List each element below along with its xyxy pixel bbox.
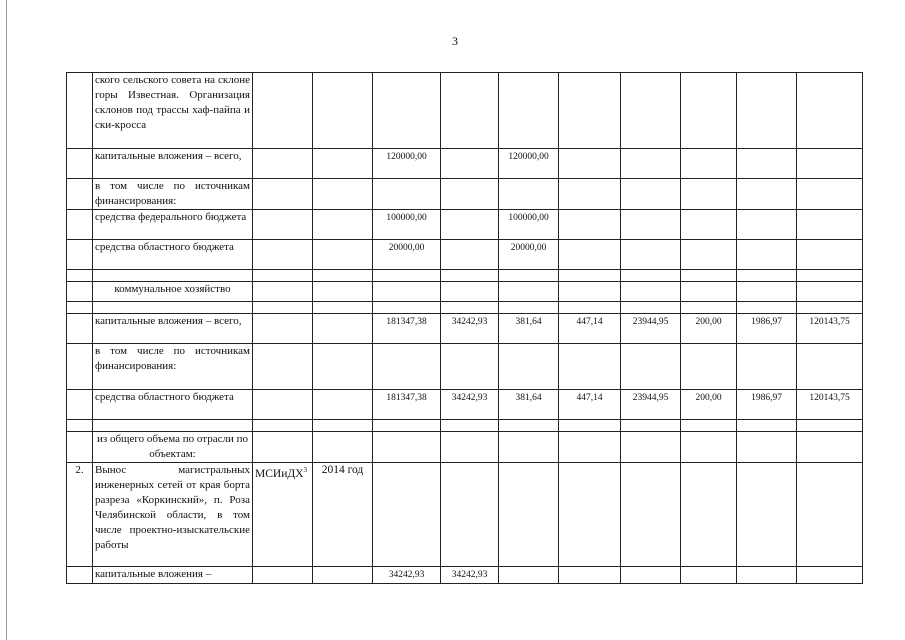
amount-cell (737, 240, 797, 270)
row-number-cell: 2. (67, 463, 93, 567)
amount-cell (441, 344, 499, 390)
executor-cell (253, 463, 313, 567)
row-number-cell (67, 73, 93, 149)
amount-cell (499, 282, 559, 302)
period-cell (313, 179, 373, 210)
amount-cell (559, 149, 621, 179)
amount-cell (797, 302, 863, 314)
amount-cell (441, 463, 499, 567)
description-cell: из общего объема по отрасли по объектам: (93, 432, 253, 463)
executor-text: МСИиДХ (255, 467, 304, 480)
amount-cell (797, 420, 863, 432)
amount-cell: 120000,00 (499, 149, 559, 179)
amount-cell (681, 240, 737, 270)
amount-cell (681, 420, 737, 432)
amount-cell: 100000,00 (499, 210, 559, 240)
amount-cell: 381,64 (499, 314, 559, 344)
page-number: 3 (452, 34, 458, 48)
amount-cell (621, 282, 681, 302)
amount-cell: 20000,00 (373, 240, 441, 270)
description-cell: средства федерального бюджета (93, 210, 253, 240)
period-cell (313, 210, 373, 240)
amount-cell (559, 463, 621, 567)
amount-cell (681, 73, 737, 149)
amount-cell (797, 344, 863, 390)
amount-cell: 23944,95 (621, 314, 681, 344)
description-cell: коммунальное хозяйство (93, 282, 253, 302)
amount-cell: 200,00 (681, 314, 737, 344)
amount-cell (797, 567, 863, 584)
amount-cell (499, 432, 559, 463)
description-cell (93, 302, 253, 314)
amount-cell (499, 270, 559, 282)
amount-cell (797, 270, 863, 282)
amount-cell (373, 344, 441, 390)
footnote-mark: 3 (303, 466, 308, 474)
amount-cell (681, 270, 737, 282)
row-number-cell (67, 314, 93, 344)
amount-cell (737, 463, 797, 567)
executor-cell (253, 390, 313, 420)
amount-cell: 120143,75 (797, 390, 863, 420)
amount-cell: 120000,00 (373, 149, 441, 179)
amount-cell (681, 302, 737, 314)
table-row (67, 463, 863, 567)
executor-cell (253, 270, 313, 282)
amount-cell (681, 432, 737, 463)
amount-cell (373, 432, 441, 463)
amount-cell (737, 420, 797, 432)
executor-cell (253, 432, 313, 463)
amount-cell (441, 282, 499, 302)
description-cell: ского сельского совета на склоне горы Известная. Организация склонов под трассы хаф-пайпа и ски-кросса (93, 73, 253, 149)
executor-cell (253, 314, 313, 344)
executor-cell (253, 179, 313, 210)
description-cell: средства областного бюджета (93, 390, 253, 420)
period-cell (313, 344, 373, 390)
period-cell (313, 282, 373, 302)
amount-cell: 447,14 (559, 390, 621, 420)
amount-cell (737, 179, 797, 210)
amount-cell (621, 149, 681, 179)
amount-cell (373, 73, 441, 149)
amount-cell (373, 270, 441, 282)
amount-cell (373, 282, 441, 302)
row-number-cell (67, 432, 93, 463)
amount-cell (737, 73, 797, 149)
amount-cell (737, 567, 797, 584)
period-cell (313, 314, 373, 344)
amount-cell (797, 432, 863, 463)
period-cell (313, 567, 373, 584)
amount-cell (737, 302, 797, 314)
amount-cell: 181347,38 (373, 390, 441, 420)
period-cell (313, 420, 373, 432)
executor-cell (253, 210, 313, 240)
table-row (67, 210, 863, 240)
executor-cell (253, 344, 313, 390)
amount-cell: 34242,93 (441, 314, 499, 344)
amount-cell (559, 420, 621, 432)
amount-cell (737, 270, 797, 282)
row-number-cell (67, 390, 93, 420)
amount-cell (499, 73, 559, 149)
amount-cell (441, 432, 499, 463)
table-row (67, 567, 863, 584)
amount-cell (621, 270, 681, 282)
row-number-cell (67, 210, 93, 240)
table-row (67, 314, 863, 344)
amount-cell (681, 567, 737, 584)
table-row (67, 344, 863, 390)
amount-cell (681, 282, 737, 302)
amount-cell (621, 463, 681, 567)
amount-cell: 34242,93 (441, 567, 499, 584)
amount-cell (621, 210, 681, 240)
amount-cell: 100000,00 (373, 210, 441, 240)
table-row (67, 420, 863, 432)
executor-cell (253, 420, 313, 432)
amount-cell (373, 302, 441, 314)
amount-cell (499, 302, 559, 314)
amount-cell (499, 567, 559, 584)
description-cell: в том числе по источникам финансирования: (93, 344, 253, 390)
amount-cell (559, 344, 621, 390)
period-cell: 2014 год (313, 463, 373, 567)
amount-cell (441, 302, 499, 314)
amount-cell (797, 210, 863, 240)
amount-cell (441, 149, 499, 179)
amount-cell (559, 210, 621, 240)
period-cell (313, 240, 373, 270)
amount-cell (499, 463, 559, 567)
amount-cell (441, 240, 499, 270)
row-number-cell (67, 302, 93, 314)
amount-cell: 20000,00 (499, 240, 559, 270)
period-cell (313, 270, 373, 282)
description-cell: капитальные вложения – (93, 567, 253, 584)
row-number-cell (67, 179, 93, 210)
amount-cell (559, 302, 621, 314)
amount-cell (737, 282, 797, 302)
executor-cell (253, 240, 313, 270)
amount-cell (441, 420, 499, 432)
amount-cell (499, 344, 559, 390)
amount-cell (681, 149, 737, 179)
amount-cell: 34242,93 (441, 390, 499, 420)
amount-cell: 120143,75 (797, 314, 863, 344)
amount-cell (559, 432, 621, 463)
amount-cell (681, 344, 737, 390)
amount-cell (373, 463, 441, 567)
description-cell (93, 270, 253, 282)
description-cell: капитальные вложения – всего, (93, 149, 253, 179)
amount-cell (797, 73, 863, 149)
amount-cell (621, 179, 681, 210)
table-row (67, 432, 863, 463)
amount-cell (797, 240, 863, 270)
amount-cell (559, 179, 621, 210)
amount-cell (441, 270, 499, 282)
amount-cell (559, 73, 621, 149)
amount-cell (559, 567, 621, 584)
table-row (67, 179, 863, 210)
description-cell: Вынос магистральных инженерных сетей от края борта разреза «Коркинский», п. Роза Челябинской области, в том числе проектно-изыскательские работы (93, 463, 253, 567)
amount-cell (441, 179, 499, 210)
executor-cell (253, 282, 313, 302)
row-number-cell (67, 567, 93, 584)
description-cell: в том числе по источникам финансирования: (93, 179, 253, 210)
table-row (67, 240, 863, 270)
row-number-cell (67, 240, 93, 270)
row-number-cell (67, 282, 93, 302)
table-row (67, 270, 863, 282)
row-number-cell (67, 149, 93, 179)
amount-cell: 181347,38 (373, 314, 441, 344)
amount-cell (737, 149, 797, 179)
amount-cell: 34242,93 (373, 567, 441, 584)
amount-cell (621, 567, 681, 584)
amount-cell (737, 432, 797, 463)
amount-cell (373, 420, 441, 432)
executor-cell (253, 73, 313, 149)
amount-cell: 381,64 (499, 390, 559, 420)
description-cell: капитальные вложения – всего, (93, 314, 253, 344)
amount-cell: 1986,97 (737, 390, 797, 420)
table-row (67, 73, 863, 149)
period-cell (313, 302, 373, 314)
amount-cell (681, 463, 737, 567)
amount-cell (797, 149, 863, 179)
amount-cell: 23944,95 (621, 390, 681, 420)
amount-cell (499, 420, 559, 432)
amount-cell (499, 179, 559, 210)
table-row (67, 149, 863, 179)
period-cell (313, 73, 373, 149)
period-cell (313, 390, 373, 420)
description-cell (93, 420, 253, 432)
executor-cell (253, 149, 313, 179)
row-number-cell (67, 344, 93, 390)
amount-cell (681, 210, 737, 240)
row-number-cell (67, 420, 93, 432)
amount-cell (621, 302, 681, 314)
amount-cell (441, 73, 499, 149)
amount-cell (621, 344, 681, 390)
amount-cell (559, 270, 621, 282)
amount-cell (737, 210, 797, 240)
budget-table (66, 72, 863, 584)
period-cell (313, 149, 373, 179)
amount-cell (797, 282, 863, 302)
amount-cell (373, 179, 441, 210)
amount-cell (621, 420, 681, 432)
page-edge-line (6, 0, 7, 640)
executor-cell (253, 567, 313, 584)
table-row (67, 390, 863, 420)
amount-cell: 447,14 (559, 314, 621, 344)
amount-cell (621, 73, 681, 149)
amount-cell (681, 179, 737, 210)
amount-cell: 200,00 (681, 390, 737, 420)
amount-cell (797, 463, 863, 567)
period-cell (313, 432, 373, 463)
amount-cell: 1986,97 (737, 314, 797, 344)
amount-cell (797, 179, 863, 210)
amount-cell (441, 210, 499, 240)
amount-cell (559, 240, 621, 270)
executor-cell (253, 302, 313, 314)
description-cell: средства областного бюджета (93, 240, 253, 270)
amount-cell (621, 432, 681, 463)
table-row (67, 302, 863, 314)
amount-cell (737, 344, 797, 390)
amount-cell (559, 282, 621, 302)
table-row (67, 282, 863, 302)
amount-cell (621, 240, 681, 270)
row-number-cell (67, 270, 93, 282)
